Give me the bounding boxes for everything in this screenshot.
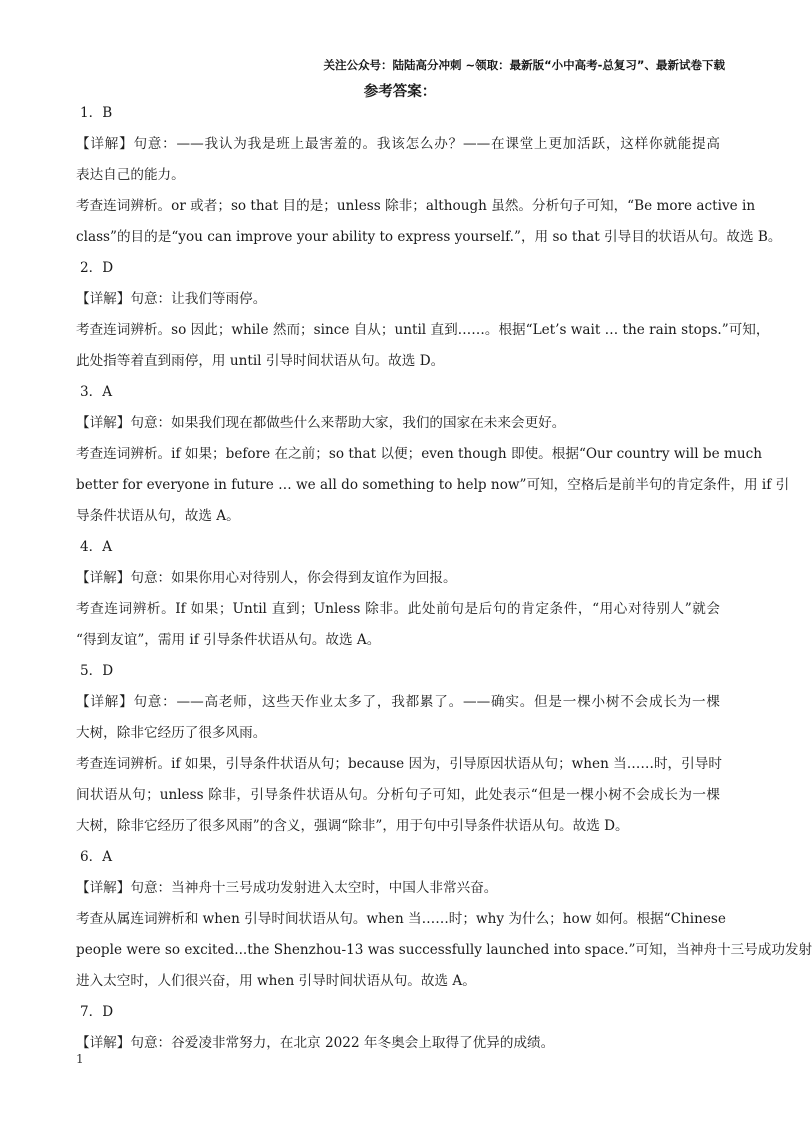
answer-number: 4．A [80,539,113,555]
text-line: 【详解】句意：——我认为我是班上最害羞的。我该怎么办？——在课堂上更加活跃，这样你就能提高 [76,136,720,152]
answer-number: 7．D [80,1004,114,1020]
text-line: people were so excited...the Shenzhou-13 was successfully launched into space.”可知，当神舟十三号成功发射 [76,942,812,958]
text-line: 考查连词辨析。if 如果，引导条件状语从句；because 因为，引导原因状语从句；when 当……时，引导时 [76,756,722,772]
text-line: 表达自己的能力。 [76,167,185,183]
answer-number: 3．A [80,384,113,400]
text-line: 【详解】句意：如果你用心对待别人，你会得到友谊作为回报。 [76,570,457,586]
answer-number: 2．D [80,260,114,276]
text-line: 导条件状语从句，故选 A。 [76,508,240,524]
answer-number: 5．D [80,663,114,679]
text-line: 间状语从句；unless 除非，引导条件状语从句。分析句子可知，此处表示“但是一棵小树不会成长为一棵 [76,787,720,803]
text-line: 考查从属连词辨析和 when 引导时间状语从句。when 当……时；why 为什么；how 如何。根据“Chinese [76,911,726,927]
text-line: 进入太空时，人们很兴奋，用 when 引导时间状语从句。故选 A。 [76,973,476,989]
text-line: 考查连词辨析。if 如果；before 在之前；so that 以便；even though 即使。根据“Our country will be much [76,446,762,462]
text-line: 大树，除非它经历了很多风雨。 [76,725,267,741]
page-number: 1 [76,1052,84,1066]
text-line: 此处指等着直到雨停，用 until 引导时间状语从句。故选 D。 [76,353,445,369]
text-line: class”的目的是“you can improve your ability to express yourself.”，用 so that 引导目的状语从句。故选 B。 [76,229,782,245]
page-title: 参考答案： [363,84,437,100]
answer-body [76,98,812,1059]
text-line: 考查连词辨析。so 因此；while 然而；since 自从；until 直到……。根据“Let’s wait … the rain stops.”可知， [76,322,770,338]
text-line: 考查连词辨析。or 或者；so that 目的是；unless 除非；although 虽然。分析句子可知，“Be more active in [76,198,756,214]
answer-number: 6．A [80,849,113,865]
text-line: better for everyone in future … we all do something to help now”可知，空格后是前半句的肯定条件，用 if 引 [76,477,790,493]
text-line: 考查连词辨析。If 如果；Until 直到；Unless 除非。此处前句是后句的肯定条件，“用心对待别人”就会 [76,601,720,617]
text-line: 【详解】句意：当神舟十三号成功发射进入太空时，中国人非常兴奋。 [76,880,498,896]
header-promo-note: 关注公众号：陆陆高分冲刺 ~领取：最新版“小中高考-总复习”、最新试卷下载 [323,58,725,72]
text-line: 【详解】句意：让我们等雨停。 [76,291,267,307]
answer-number: 1．B [80,105,113,121]
text-line: 【详解】句意：谷爱凌非常努力，在北京 2022 年冬奥会上取得了优异的成绩。 [76,1035,555,1051]
text-line: “得到友谊”，需用 if 引导条件状语从句。故选 A。 [76,632,381,648]
text-line: 【详解】句意：——高老师，这些天作业太多了，我都累了。——确实。但是一棵小树不会成长为一棵 [76,694,720,710]
text-line: 大树，除非它经历了很多风雨”的含义，强调“除非”，用于句中引导条件状语从句。故选 D。 [76,818,629,834]
text-line: 【详解】句意：如果我们现在都做些什么来帮助大家，我们的国家在未来会更好。 [76,415,566,431]
